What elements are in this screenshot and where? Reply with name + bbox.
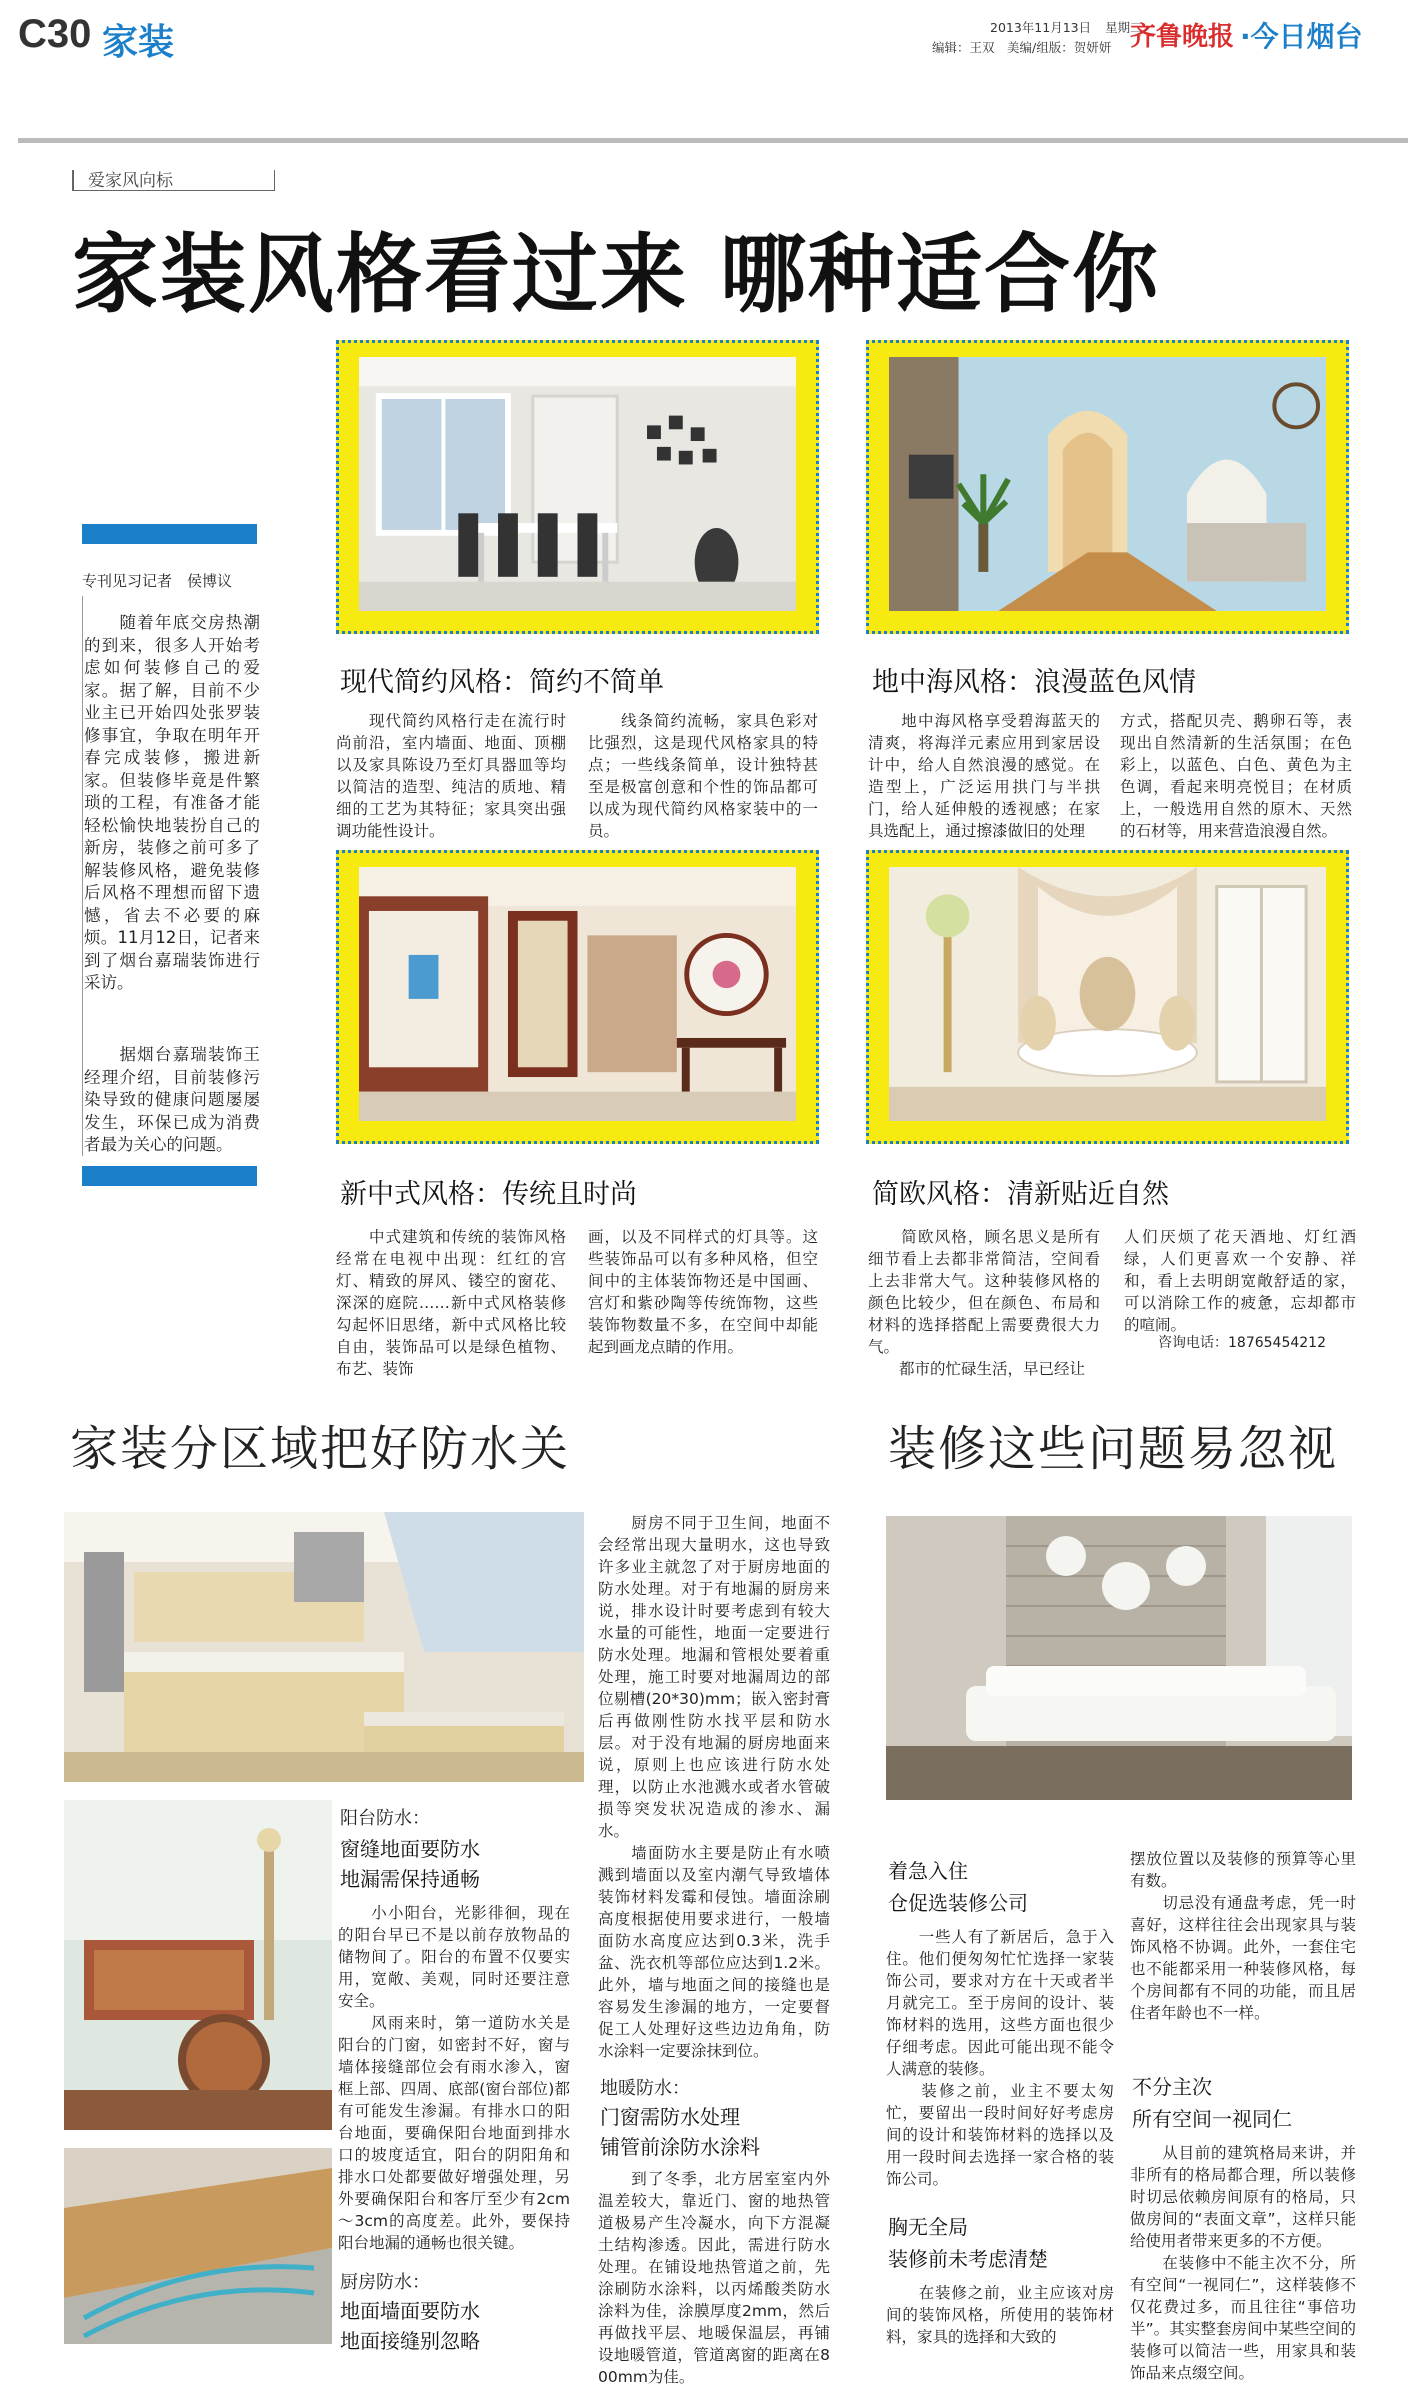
issue2-heading-1: 胸无全局 bbox=[888, 2215, 968, 2239]
modern-style-text-col2: 线条简约流畅，家具色彩对比强烈，这是现代风格家具的特点；一些线条简单，设计独特甚至是极富创意和个性的饰品都可以成为现代简约风格家装中的一员。 bbox=[588, 712, 818, 840]
issue2-heading-2: 装修前未考虑清楚 bbox=[888, 2247, 1048, 2271]
mediterranean-style-title: 地中海风格：浪漫蓝色风情 bbox=[872, 667, 1196, 698]
issue3-text: 从目前的建筑格局来讲，并非所有的格局都合理，所以装修时切忌依赖房间原有的格局，只做房间的“表面文章”，这样只能给使用者带来更多的不方便。 在装修中不能主次不分，所有空间“一视同仁”，这样装修不仅花费过多，而且往往“事倍功半”。其实整套房间中某些空间的装修可以简洁一些，用家具和装饰品来点缀空间。 bbox=[1130, 2144, 1356, 2382]
contact-phone: 咨询电话：18765454212 bbox=[1158, 1335, 1326, 1351]
date-text: 2013年11月13日 bbox=[990, 20, 1092, 35]
balcony-heading-1: 窗缝地面要防水 bbox=[340, 1837, 480, 1861]
floor-heating-heading-2: 铺管前涂防水涂料 bbox=[600, 2135, 760, 2159]
intro-text-2: 据烟台嘉瑞装饰王经理介绍，目前装修污染导致的健康问题屡屡发生，环保已成为消费者最为关心的问题。 bbox=[84, 1045, 260, 1154]
issue2-text-continued: 摆放位置以及装修的预算等心里有数。 切忌没有通盘考虑，凭一时喜好，这样往往会出现家具与装饰风格不协调。此外，一套住宅也不能都采用一种装修风格，每个房间都有不同的功能，而且居住者年龄也不一样。 bbox=[1130, 1850, 1356, 2022]
intro-left-rule bbox=[82, 596, 83, 1156]
byline-bar bbox=[82, 524, 257, 544]
waterproof-headline: 家装分区域把好防水关 bbox=[70, 1421, 571, 1477]
floor-heating-photo bbox=[64, 2148, 332, 2344]
issues-headline: 装修这些问题易忽视 bbox=[888, 1421, 1339, 1477]
european-style-photo bbox=[889, 867, 1326, 1121]
chinese-style-title: 新中式风格：传统且时尚 bbox=[340, 1179, 637, 1210]
page-number: C30 bbox=[18, 12, 92, 56]
issue3-heading-1: 不分主次 bbox=[1132, 2075, 1212, 2099]
balcony-label: 阳台防水： bbox=[340, 1808, 430, 1829]
mediterranean-style-text-col2: 方式，搭配贝壳、鹅卵石等，表现出自然清新的生活氛围；在色彩上，以蓝色、白色、黄色为主色调，看起来明亮悦目；在材质上，一般选用自然的原木、天然的石材等，用来营造浪漫自然。 bbox=[1120, 712, 1352, 840]
balcony-photo bbox=[64, 1800, 332, 2130]
mediterranean-style-text-col1: 地中海风格享受碧海蓝天的清爽，将海洋元素应用到家居设计中，给人自然浪漫的感觉。在造型上，广泛运用拱门与半拱门，给人延伸般的透视感；在家具选配上，通过擦漆做旧的处理 bbox=[868, 712, 1100, 840]
issue1-heading-1: 着急入住 bbox=[888, 1859, 968, 1883]
header-rule bbox=[18, 138, 1408, 143]
chinese-style-text-col1: 中式建筑和传统的装饰风格经常在电视中出现：红红的宫灯、精致的屏风、镂空的窗花、深深的庭院……新中式风格装修勾起怀旧思绪，新中式风格比较自由，装饰品可以是绿色植物、布艺、装饰 bbox=[336, 1228, 566, 1378]
kitchen-heading-1: 地面墙面要防水 bbox=[340, 2299, 480, 2323]
chinese-style-photo bbox=[359, 867, 796, 1121]
page-headline: 家装风格看过来 哪种适合你 bbox=[72, 225, 1160, 325]
floor-heating-text: 到了冬季，北方居室室内外温差较大，靠近门、窗的地热管道极易产生冷凝水，向下方混凝土结构渗透。因此，需进行防水处理。在铺设地热管道之前，先涂刷防水涂料，以丙烯酸类防水涂料为佳，涂膜厚度2mm，然后再做找平层、地暖保温层，再铺设地暖管道，管道离窗的距离在800mm为佳。 bbox=[598, 2170, 830, 2386]
kitchen-label: 厨房防水： bbox=[340, 2272, 430, 2293]
intro-text: 随着年底交房热潮的到来，很多人开始考虑如何装修自己的爱家。据了解，目前不少业主已开始四处张罗装修事宜，争取在明年开春完成装修，搬进新家。但装修毕竟是件繁琐的工程，有准备才能轻松愉快地装扮自己的新房，装修之前可多了解装修风格，避免装修后风格不理想而留下遗憾，省去不必要的麻烦。11月12日，记者来到了烟台嘉瑞装饰进行采访。 bbox=[84, 613, 260, 992]
floor-heating-label: 地暖防水： bbox=[600, 2078, 690, 2099]
modern-style-photo-frame bbox=[336, 340, 819, 634]
european-style-title: 简欧风格：清新贴近自然 bbox=[872, 1179, 1169, 1210]
kicker-box bbox=[72, 170, 275, 191]
issue1-heading-2: 仓促选装修公司 bbox=[888, 1891, 1028, 1915]
european-style-text-col2: 人们厌烦了花天酒地、灯红酒绿，人们更喜欢一个安静、祥和，看上去明朗宽敞舒适的家，可以消除工作的疲惫，忘却都市的喧闹。 bbox=[1124, 1228, 1356, 1334]
modern-style-text-col1: 现代简约风格行走在流行时尚前沿，室内墙面、地面、顶棚以及家具陈设乃至灯具器皿等均以简洁的造型、纯洁的质地、精细的工艺为其特征；家具突出强调功能性设计。 bbox=[336, 712, 566, 840]
living-room-photo bbox=[886, 1516, 1352, 1800]
issue3-heading-2: 所有空间一视同仁 bbox=[1132, 2107, 1292, 2131]
mediterranean-style-photo bbox=[889, 357, 1326, 611]
mediterranean-style-photo-frame bbox=[866, 340, 1349, 634]
kicker-label: 爱家风向标 bbox=[88, 171, 173, 191]
kitchen-photo bbox=[64, 1512, 584, 1782]
balcony-text: 小小阳台，光影徘徊，现在的阳台早已不是以前存放物品的储物间了。阳台的布置不仅要实用，宽敞、美观，同时还要注意安全。 风雨来时，第一道防水关是阳台的门窗，如密封不好，窗与墙体接缝部位会有雨水渗入，窗框上部、四周、底部(窗台部位)都有可能发生渗漏。有排水口的阳台地面，要确保阳台地面到排水口的坡度适宜，阳台的阴阳角和排水口处都要做好增强处理，另外要确保阳台和客厅至少有2cm～3cm的高度差。此外，要保持阳台地漏的通畅也很关键。 bbox=[338, 1904, 570, 2252]
byline: 专刊见习记者 侯博议 bbox=[82, 572, 233, 590]
kitchen-wall-waterproof-text: 厨房不同于卫生间，地面不会经常出现大量明水，这也导致许多业主就忽了对于厨房地面的防水处理。对于有地漏的厨房来说，排水设计时要考虑到有较大水量的可能性，地面一定要进行防水处理。地漏和管根处要着重处理，施工时要对地漏周边的部位剔槽(20*30)mm；嵌入密封膏后再做刚性防水找平层和防水层。对于没有地漏的厨房地面来说，原则上也应该进行防水处理，以防止水池溅水或者水管破损等突发状况造成的渗水、漏水。 墙面防水主要是防止有水喷溅到墙面以及室内潮气导致墙体装饰材料发霉和侵蚀。墙面涂刷高度根据使用要求进行，一般墙面防水高度应达到0.3米，洗手盆、洗衣机等部位应达到1.2米。此外，墙与地面之间的接缝也是容易发生渗漏的地方，一定要督促工人处理好这些边边角角，防水涂料一定要涂抹到位。 bbox=[598, 1514, 830, 2060]
european-style-photo-frame bbox=[866, 850, 1349, 1144]
editor-credits: 编辑：王双 美编/组版：贺妍妍 bbox=[932, 40, 1112, 55]
intro-end-bar bbox=[82, 1166, 257, 1186]
balcony-heading-2: 地漏需保持通畅 bbox=[340, 1867, 480, 1891]
chinese-style-photo-frame bbox=[336, 850, 819, 1144]
newspaper-brand: 齐鲁晚报 bbox=[1130, 22, 1235, 52]
issue1-text: 一些人有了新居后，急于入住。他们便匆匆忙忙选择一家装饰公司，要求对方在十天或者半月就完工。至于房间的设计、装饰材料的选用，这些方面也很少仔细考虑。因此可能出现不能令人满意的装修。 装修之前，业主不要太匆忙，要留出一段时间好好考虑房间的设计和装饰材料的选择以及用一段时间去选择一家合格的装饰公司。 bbox=[886, 1928, 1114, 2188]
section-name: 家装 bbox=[102, 22, 175, 63]
issue2-text: 在装修之前，业主应该对房间的装饰风格，所使用的装饰材料，家具的选择和大致的 bbox=[886, 2284, 1114, 2346]
modern-style-title: 现代简约风格：简约不简单 bbox=[340, 667, 664, 698]
weekday-text: 星期三 bbox=[1105, 20, 1143, 35]
modern-style-photo bbox=[359, 357, 796, 611]
issue-date bbox=[990, 18, 1143, 36]
kitchen-heading-2: 地面接缝别忽略 bbox=[340, 2329, 480, 2353]
floor-heating-heading-1: 门窗需防水处理 bbox=[600, 2105, 740, 2129]
chinese-style-text-col2: 画，以及不同样式的灯具等。这些装饰品可以有多种风格，但空间中的主体装饰物还是中国画、宫灯和紫砂陶等传统饰物，这些装饰物数量不多，在空间中却能起到画龙点睛的作用。 bbox=[588, 1228, 818, 1356]
european-style-text-col1: 简欧风格，顾名思义是所有细节看上去都非常简洁，空间看上去非常大气。这种装修风格的颜色比较少，但在颜色、布局和材料的选择搭配上需要费很大力气。 都市的忙碌生活，早已经让 bbox=[868, 1228, 1100, 1378]
newspaper-edition: ·今日烟台 bbox=[1240, 20, 1363, 53]
